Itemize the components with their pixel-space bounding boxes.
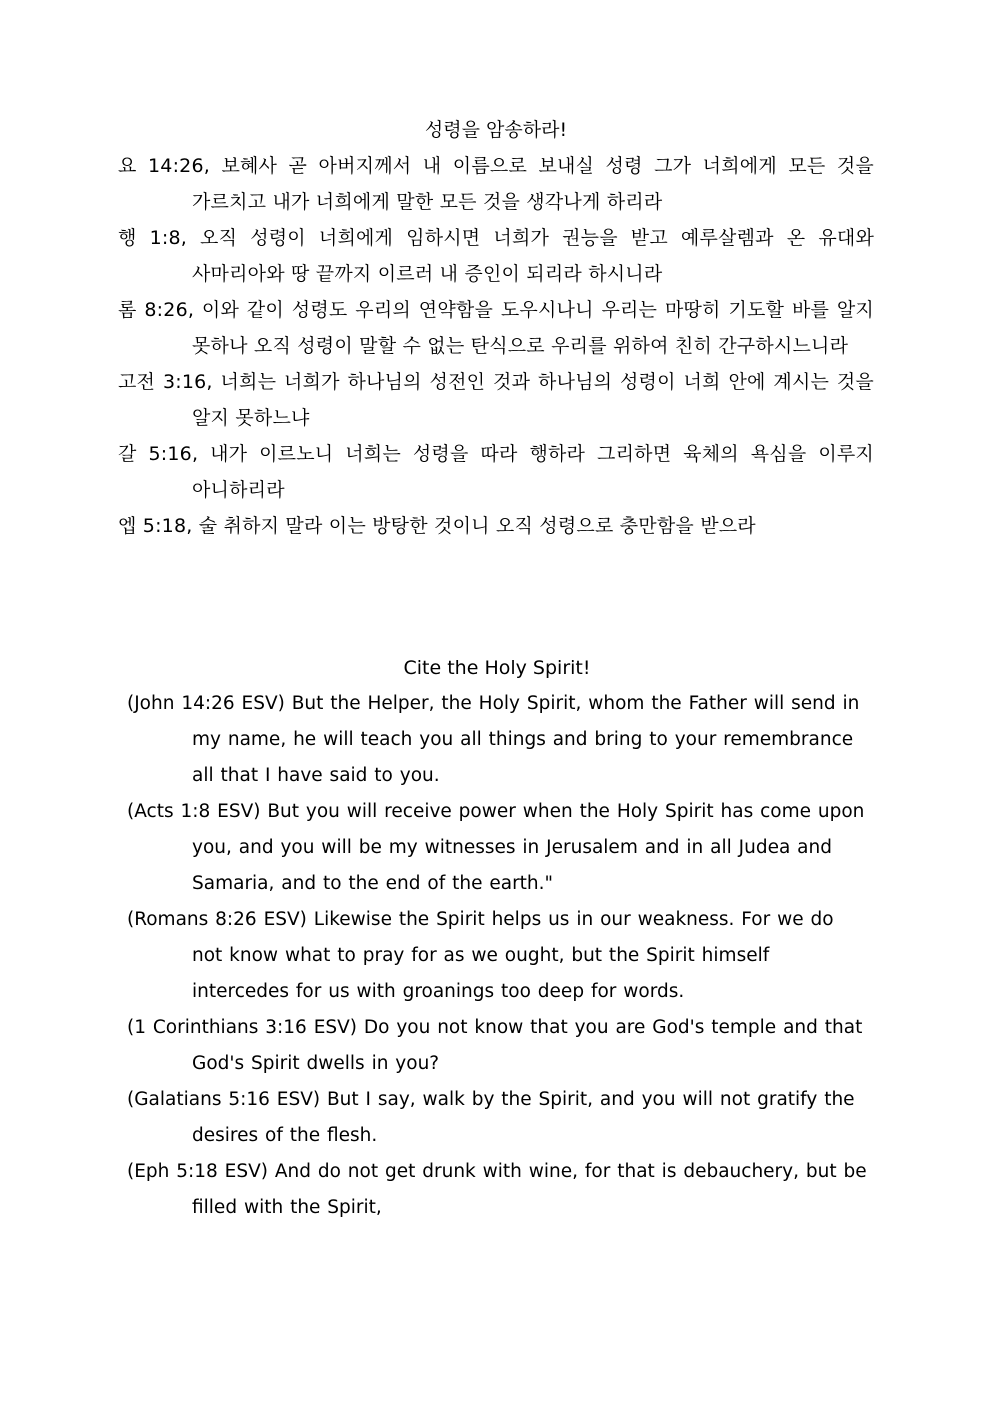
korean-verse-1-corinthians-3-16: 고전 3:16, 너희는 너희가 하나님의 성전인 것과 하나님의 성령이 너희 안에 계시는 것을 알지 못하느냐 [118,371,874,429]
korean-verse-list [118,148,874,544]
korean-verse-acts-1-8: 행 1:8, 오직 성령이 너희에게 임하시면 너희가 권능을 받고 예루살렘과 온 유대와 사마리아와 땅 끝까지 이르러 내 증인이 되리라 하시니라 [118,227,874,285]
korean-section [118,112,874,544]
english-verse-romans-8-26: (Romans 8:26 ESV) Likewise the Spirit helps us in our weakness. For we do not know what to pray for as we ought, but the Spirit himself intercedes for us with groanings too deep for words. [127,909,834,1002]
english-title: Cite the Holy Spirit! [403,657,591,679]
english-verse-galatians-5-16: (Galatians 5:16 ESV) But I say, walk by the Spirit, and you will not gratify the desires of the flesh. [127,1089,855,1146]
english-verse-list [127,686,867,1226]
english-verse-john-14-26: (John 14:26 ESV) But the Helper, the Holy Spirit, whom the Father will send in my name, he will teach you all things and bring to your remembrance all that I have said to you. [127,693,860,786]
english-verse-1-corinthians-3-16: (1 Corinthians 3:16 ESV) Do you not know that you are God's temple and that God's Spirit dwells in you? [127,1017,863,1074]
english-verse-acts-1-8: (Acts 1:8 ESV) But you will receive power when the Holy Spirit has come upon you, and you will be my witnesses in Jerusalem and in all Judea and Samaria, and to the end of the earth." [127,801,865,894]
korean-verse-romans-8-26: 롬 8:26, 이와 같이 성령도 우리의 연약함을 도우시나니 우리는 마땅히 기도할 바를 알지 못하나 오직 성령이 말할 수 없는 탄식으로 우리를 위하여 친히 간구하시느니라 [118,299,874,357]
english-verse-ephesians-5-18: (Eph 5:18 ESV) And do not get drunk with wine, for that is debauchery, but be filled with the Spirit, [127,1161,867,1218]
korean-verse-galatians-5-16: 갈 5:16, 내가 이르노니 너희는 성령을 따라 행하라 그리하면 육체의 욕심을 이루지 아니하리라 [118,443,874,501]
english-section [127,650,867,1226]
korean-verse-john-14-26: 요 14:26, 보혜사 곧 아버지께서 내 이름으로 보내실 성령 그가 너희에게 모든 것을 가르치고 내가 너희에게 말한 모든 것을 생각나게 하리라 [118,155,874,213]
korean-title: 성령을 암송하라! [424,119,568,141]
korean-verse-ephesians-5-18: 엡 5:18, 술 취하지 말라 이는 방탕한 것이니 오직 성령으로 충만함을 받으라 [118,515,756,537]
